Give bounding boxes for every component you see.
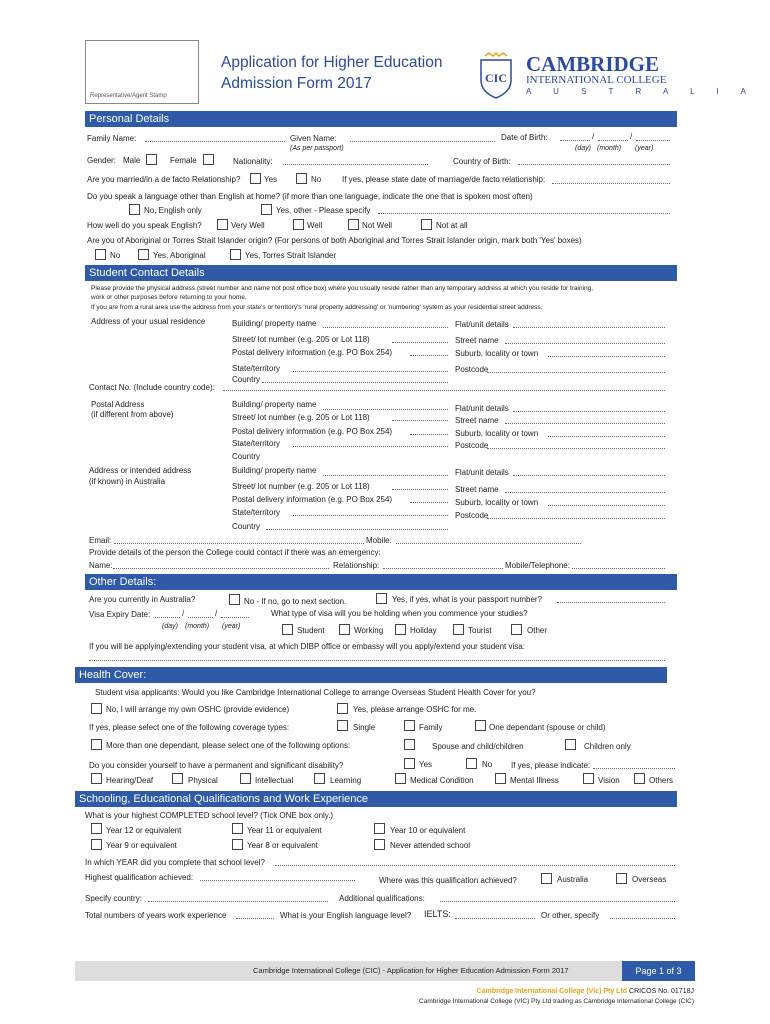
aboriginal-yes-checkbox[interactable] <box>138 249 149 260</box>
visa-day-field[interactable] <box>155 617 180 618</box>
torres-strait-checkbox[interactable] <box>230 249 241 260</box>
spouse-children-checkbox[interactable] <box>404 739 415 750</box>
in-australia-yes-checkbox[interactable] <box>376 593 387 604</box>
intended-street-name-field[interactable] <box>505 492 665 493</box>
not-well-checkbox[interactable] <box>348 219 359 230</box>
usual-street-name-field[interactable] <box>505 343 665 344</box>
highest-qualification-field[interactable] <box>200 880 355 881</box>
visa-other-checkbox[interactable] <box>511 624 522 635</box>
page-number: Page 1 of 3 <box>622 961 695 981</box>
others-checkbox[interactable] <box>634 773 645 784</box>
married-yes-checkbox[interactable] <box>250 173 261 184</box>
intended-postcode-field[interactable] <box>487 518 665 519</box>
male-checkbox[interactable] <box>146 154 157 165</box>
company-line: Cambridge International College (Vic) Pty Ltd CRICOS No. 01718J <box>476 988 694 995</box>
form-title: Application for Higher Education Admission Form 2017 <box>221 54 443 92</box>
ielts-score-field[interactable] <box>455 918 535 919</box>
visa-month-field[interactable] <box>188 617 213 618</box>
never-attended-checkbox[interactable] <box>374 839 385 850</box>
postal-state-field[interactable] <box>293 446 448 447</box>
emergency-phone-field[interactable] <box>572 568 665 569</box>
school-year-field[interactable] <box>275 865 675 866</box>
year11-checkbox[interactable] <box>232 823 243 834</box>
specify-country-field[interactable] <box>148 901 328 902</box>
cover-family-checkbox[interactable] <box>404 720 415 731</box>
postal-street-lot-field[interactable] <box>392 420 448 421</box>
given-name-label: Given Name: <box>290 134 337 143</box>
postal-po-field[interactable] <box>410 434 448 435</box>
married-no-checkbox[interactable] <box>296 173 307 184</box>
postal-suburb-field[interactable] <box>548 436 665 437</box>
more-dependant-checkbox[interactable] <box>91 739 102 750</box>
intended-flat-field[interactable] <box>513 475 665 476</box>
children-only-checkbox[interactable] <box>565 739 576 750</box>
dibp-office-field[interactable] <box>89 660 665 661</box>
visa-holiday-checkbox[interactable] <box>395 624 406 635</box>
family-name-field[interactable] <box>145 141 285 142</box>
nationality-field[interactable] <box>283 164 428 165</box>
disability-indicate-field[interactable] <box>593 768 675 769</box>
mobile-field[interactable] <box>396 543 581 544</box>
family-name-label: Family Name: <box>87 134 137 143</box>
disability-no-checkbox[interactable] <box>466 758 477 769</box>
trading-line: Cambridge International College (VIC) Pty Ltd trading as Cambridge International College (CIC) <box>419 998 694 1005</box>
work-experience-field[interactable] <box>236 918 274 919</box>
cover-single-checkbox[interactable] <box>337 720 348 731</box>
arrange-oshc-checkbox[interactable] <box>337 703 348 714</box>
section-health-cover: Health Cover: <box>75 667 205 683</box>
emergency-name-field[interactable] <box>113 568 329 569</box>
marriage-date-field[interactable] <box>552 183 670 184</box>
other-language-checkbox[interactable] <box>261 204 272 215</box>
postal-building-field[interactable] <box>323 409 448 410</box>
qual-overseas-checkbox[interactable] <box>616 873 627 884</box>
usual-suburb-field[interactable] <box>548 356 665 357</box>
country-birth-label: Country of Birth: <box>453 157 511 166</box>
own-oshc-checkbox[interactable] <box>91 703 102 714</box>
visa-year-field[interactable] <box>221 617 249 618</box>
postal-street-name-field[interactable] <box>505 423 665 424</box>
intended-street-lot-field[interactable] <box>392 489 448 490</box>
year8-checkbox[interactable] <box>232 839 243 850</box>
intended-country-field[interactable] <box>266 529 448 530</box>
vision-checkbox[interactable] <box>583 773 594 784</box>
visa-tourist-checkbox[interactable] <box>453 624 464 635</box>
other-english-field[interactable] <box>610 918 675 919</box>
gender-label: Gender: <box>87 156 116 165</box>
disability-yes-checkbox[interactable] <box>404 758 415 769</box>
dob-year-field[interactable] <box>636 140 670 141</box>
visa-student-checkbox[interactable] <box>282 624 293 635</box>
section-other-details: Other Details: <box>85 574 215 590</box>
physical-checkbox[interactable] <box>172 773 183 784</box>
as-per-passport-note: (As per passport) <box>290 145 344 152</box>
agent-stamp-box <box>85 40 199 104</box>
usual-flat-field[interactable] <box>513 327 665 328</box>
female-checkbox[interactable] <box>203 154 214 165</box>
additional-qualifications-field[interactable] <box>440 901 675 902</box>
usual-country-field[interactable] <box>262 382 448 383</box>
section-schooling: Schooling, Educational Qualifications and Work Experience <box>75 791 677 807</box>
intended-state-field[interactable] <box>293 515 448 516</box>
other-language-field[interactable] <box>378 213 670 214</box>
stamp-label: Representative/Agent Stamp <box>90 93 167 99</box>
nationality-label: Nationality: <box>233 157 273 166</box>
intended-suburb-field[interactable] <box>548 505 665 506</box>
year12-checkbox[interactable] <box>91 823 102 834</box>
not-at-all-checkbox[interactable] <box>421 219 432 230</box>
given-name-field[interactable] <box>350 141 495 142</box>
dob-label: Date of Birth: <box>501 133 548 142</box>
email-field[interactable] <box>114 543 364 544</box>
contact-number-field[interactable] <box>223 390 665 391</box>
dob-month-field[interactable] <box>598 140 628 141</box>
aboriginal-no-checkbox[interactable] <box>95 249 106 260</box>
year9-checkbox[interactable] <box>91 839 102 850</box>
well-checkbox[interactable] <box>293 219 304 230</box>
intended-po-field[interactable] <box>410 502 448 503</box>
postal-postcode-field[interactable] <box>487 448 665 449</box>
passport-number-field[interactable] <box>557 602 665 603</box>
intended-building-field[interactable] <box>323 475 448 476</box>
medical-checkbox[interactable] <box>395 773 406 784</box>
mental-checkbox[interactable] <box>495 773 506 784</box>
usual-state-field[interactable] <box>293 371 448 372</box>
section-contact-details: Student Contact Details <box>85 265 215 281</box>
svg-text:CIC: CIC <box>484 71 508 85</box>
emergency-relationship-field[interactable] <box>383 568 503 569</box>
footer-bar: Cambridge International College (CIC) - Application for Higher Education Admission Form 2017 <box>75 961 695 981</box>
country-birth-field[interactable] <box>518 164 670 165</box>
year10-checkbox[interactable] <box>374 823 385 834</box>
section-personal-details: Personal Details <box>85 111 677 127</box>
qual-australia-checkbox[interactable] <box>541 873 552 884</box>
cover-one-dependant-checkbox[interactable] <box>475 720 486 731</box>
intellectual-checkbox[interactable] <box>240 773 251 784</box>
dob-day-field[interactable] <box>560 140 590 141</box>
college-logo: CIC CAMBRIDGE INTERNATIONAL COLLEGE A U S T R A L I A <box>478 52 680 100</box>
visa-working-checkbox[interactable] <box>339 624 350 635</box>
usual-building-field[interactable] <box>323 327 448 328</box>
english-only-checkbox[interactable] <box>129 204 140 215</box>
usual-postal-field[interactable] <box>410 355 448 356</box>
in-australia-no-checkbox[interactable] <box>229 594 240 605</box>
hearing-checkbox[interactable] <box>91 773 102 784</box>
learning-checkbox[interactable] <box>314 773 325 784</box>
very-well-checkbox[interactable] <box>217 219 228 230</box>
usual-postcode-field[interactable] <box>487 372 665 373</box>
postal-flat-field[interactable] <box>513 411 665 412</box>
usual-street-lot-field[interactable] <box>392 342 448 343</box>
